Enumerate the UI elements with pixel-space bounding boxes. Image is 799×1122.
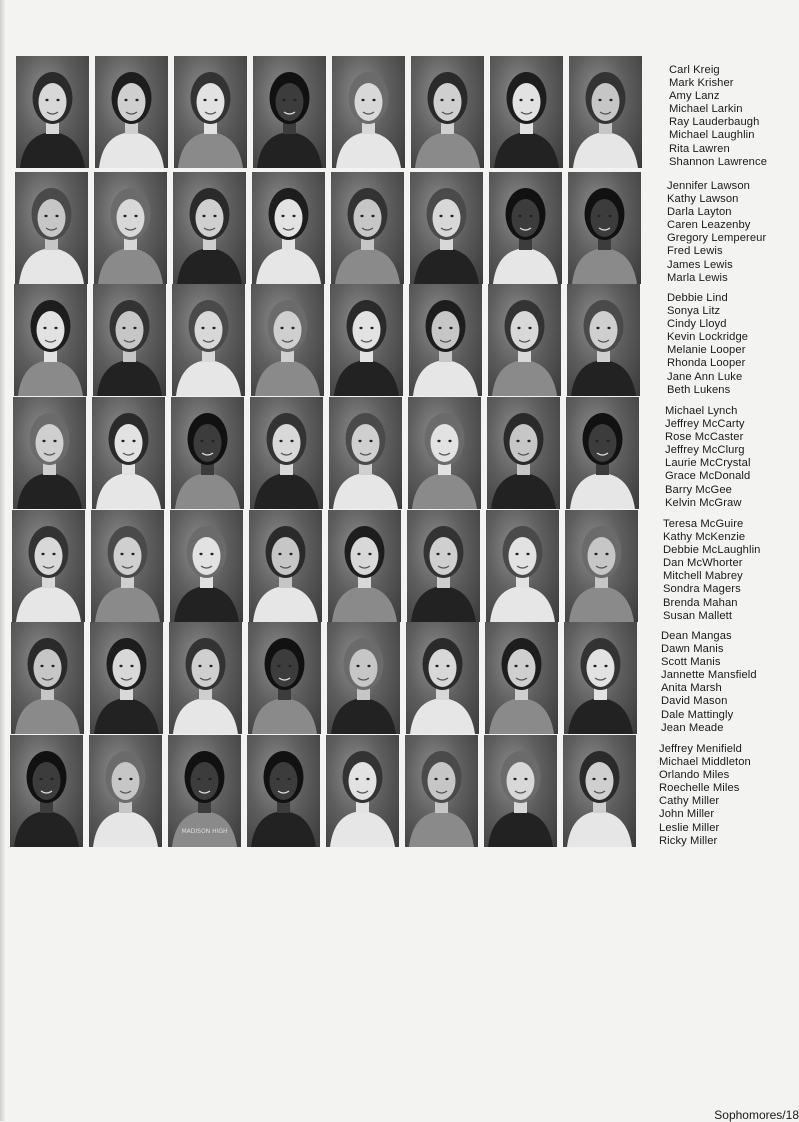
- student-portrait: [247, 735, 320, 847]
- student-name: Brenda Mahan: [663, 596, 738, 609]
- student-portrait: [566, 397, 639, 509]
- portrait-row: [0, 622, 799, 734]
- student-name: Rhonda Looper: [667, 357, 746, 370]
- student-portrait: [330, 284, 403, 396]
- student-portrait: [170, 510, 243, 622]
- student-name: Kelvin McGraw: [665, 496, 742, 509]
- student-name: Darla Layton: [667, 206, 732, 219]
- student-name: Michael Middleton: [659, 756, 751, 769]
- student-portrait: [487, 397, 560, 509]
- student-portrait: [169, 622, 242, 734]
- portrait-row: [0, 510, 799, 622]
- student-name: John Miller: [659, 808, 715, 821]
- student-portrait: [488, 284, 561, 396]
- student-name: Orlando Miles: [659, 769, 730, 782]
- student-portrait: [563, 735, 636, 847]
- student-name: Jane Ann Luke: [667, 370, 743, 383]
- student-name: Dan McWhorter: [663, 557, 743, 570]
- student-portrait: [326, 735, 399, 847]
- student-portrait: [10, 735, 83, 847]
- student-portrait: [168, 735, 241, 847]
- name-list: [667, 180, 799, 292]
- name-list: [659, 743, 799, 855]
- student-name: Leslie Miller: [659, 821, 720, 834]
- student-name: Rita Lawren: [669, 142, 730, 155]
- student-name: James Lewis: [667, 258, 733, 271]
- student-portrait: [94, 172, 167, 284]
- student-name: Ricky Miller: [659, 834, 718, 847]
- student-portrait: [489, 172, 562, 284]
- student-portrait: [91, 510, 164, 622]
- student-portrait: [332, 56, 405, 168]
- student-name: Jeffrey Menifield: [659, 743, 742, 755]
- student-portrait: [173, 172, 246, 284]
- student-name: Carl Kreig: [669, 64, 720, 76]
- student-portrait: [565, 510, 638, 622]
- student-portrait: [90, 622, 163, 734]
- student-name: Teresa McGuire: [663, 518, 744, 530]
- student-portrait: [408, 397, 481, 509]
- student-name: Debbie Lind: [667, 292, 728, 304]
- student-name: Anita Marsh: [661, 682, 722, 695]
- student-portrait: [406, 622, 479, 734]
- student-portrait: [174, 56, 247, 168]
- portrait-row: [0, 735, 799, 847]
- student-name: Jean Meade: [661, 721, 724, 734]
- student-name: Kathy McKenzie: [663, 531, 746, 544]
- student-portrait: [250, 397, 323, 509]
- student-portrait: [409, 284, 482, 396]
- student-name: Michael Lynch: [665, 405, 738, 417]
- name-list: [663, 518, 799, 630]
- student-portrait: [249, 510, 322, 622]
- student-name: Fred Lewis: [667, 245, 723, 258]
- student-portrait: [564, 622, 637, 734]
- student-name: Cindy Lloyd: [667, 318, 727, 331]
- student-name: David Mason: [661, 695, 728, 708]
- student-portrait: [567, 284, 640, 396]
- student-portrait: [411, 56, 484, 168]
- student-name: Cathy Miller: [659, 795, 720, 808]
- student-name: Susan Mallett: [663, 609, 733, 622]
- student-name: Jeffrey McClurg: [665, 444, 745, 457]
- student-portrait: [568, 172, 641, 284]
- student-name: Gregory Lempereur: [667, 232, 767, 245]
- student-portrait: [331, 172, 404, 284]
- student-name: Laurie McCrystal: [665, 457, 751, 470]
- student-portrait: [171, 397, 244, 509]
- student-portrait: [407, 510, 480, 622]
- student-name: Kevin Lockridge: [667, 331, 749, 344]
- student-name: Jeffrey McCarty: [665, 418, 745, 431]
- student-portrait: [12, 510, 85, 622]
- student-name: Roechelle Miles: [659, 782, 740, 795]
- student-portrait: [486, 510, 559, 622]
- portrait-row: [0, 56, 799, 168]
- student-portrait: [484, 735, 557, 847]
- student-name: Kathy Lawson: [667, 193, 739, 206]
- portrait-row: [0, 284, 799, 396]
- student-name: Mitchell Mabrey: [663, 570, 743, 583]
- student-portrait: [248, 622, 321, 734]
- student-portrait: [16, 56, 89, 168]
- student-portrait: [410, 172, 483, 284]
- student-name: Amy Lanz: [669, 90, 720, 103]
- student-name: Beth Lukens: [667, 383, 731, 396]
- student-name: Scott Manis: [661, 656, 721, 669]
- student-name: Ray Lauderbaugh: [669, 116, 760, 129]
- student-name: Sonya Litz: [667, 305, 721, 318]
- student-name: Caren Leazenby: [667, 219, 751, 232]
- name-list: [661, 630, 799, 742]
- page-folio: Sophomores/18: [714, 1108, 799, 1122]
- student-name: Michael Laughlin: [669, 129, 755, 142]
- student-portrait: [172, 284, 245, 396]
- student-portrait: [405, 735, 478, 847]
- student-portrait: [327, 622, 400, 734]
- student-name: Dean Mangas: [661, 630, 732, 642]
- student-name: Debbie McLaughlin: [663, 544, 761, 557]
- student-name: Marla Lewis: [667, 271, 728, 284]
- student-portrait: [15, 172, 88, 284]
- student-portrait: [95, 56, 168, 168]
- student-portrait: [89, 735, 162, 847]
- student-name: Rose McCaster: [665, 431, 744, 444]
- student-portrait: [490, 56, 563, 168]
- student-portrait: [13, 397, 86, 509]
- student-portrait: [93, 284, 166, 396]
- portrait-row: [0, 397, 799, 509]
- student-portrait: [569, 56, 642, 168]
- student-name: Michael Larkin: [669, 103, 743, 116]
- student-name: Jennifer Lawson: [667, 180, 750, 192]
- name-list: [665, 405, 799, 517]
- student-portrait: [485, 622, 558, 734]
- student-name: Mark Krisher: [669, 77, 734, 90]
- student-portrait: [253, 56, 326, 168]
- student-portrait: [252, 172, 325, 284]
- student-portrait: [92, 397, 165, 509]
- student-name: Jannette Mansfield: [661, 669, 757, 682]
- student-portrait: [11, 622, 84, 734]
- portrait-row: [0, 172, 799, 284]
- shirt-print-text: MADISON HIGH: [181, 828, 228, 835]
- student-name: Dale Mattingly: [661, 708, 734, 721]
- name-list: [669, 64, 799, 176]
- student-portrait: [14, 284, 87, 396]
- student-name: Melanie Looper: [667, 344, 746, 357]
- name-list: [667, 292, 799, 404]
- student-name: Sondra Magers: [663, 583, 741, 596]
- student-portrait: [251, 284, 324, 396]
- student-name: Shannon Lawrence: [669, 155, 768, 168]
- student-name: Dawn Manis: [661, 643, 724, 656]
- student-portrait: [329, 397, 402, 509]
- student-name: Barry McGee: [665, 483, 732, 496]
- student-portrait: [328, 510, 401, 622]
- student-name: Grace McDonald: [665, 470, 751, 483]
